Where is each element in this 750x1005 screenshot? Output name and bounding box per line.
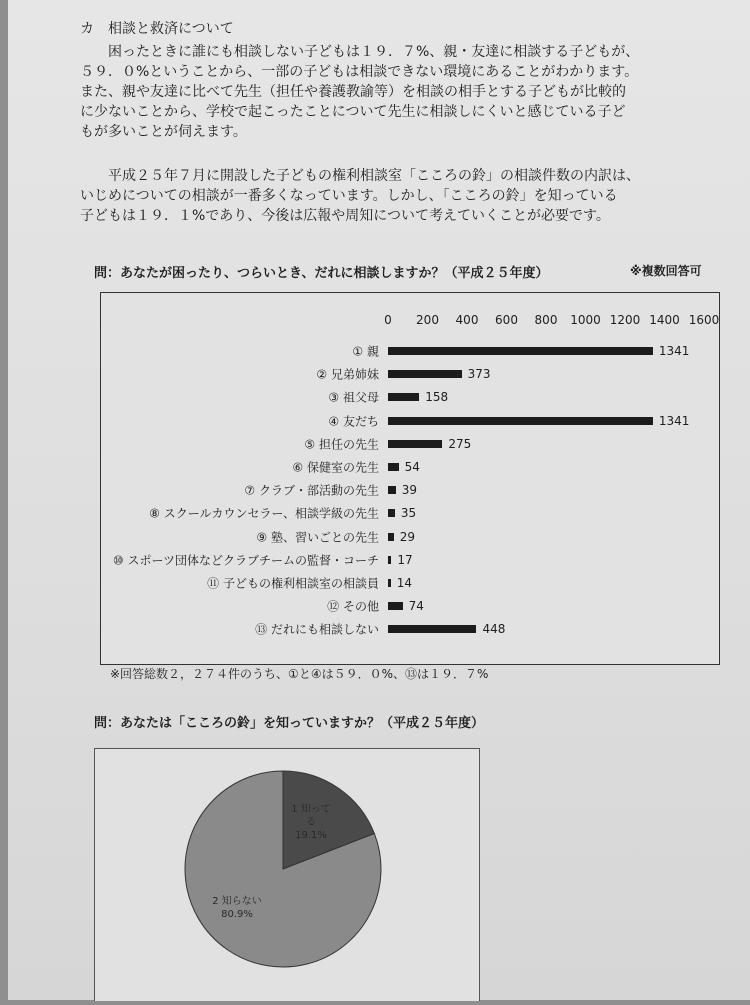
bar-category-label: ⑦ クラブ・部活動の先生 [244, 483, 379, 498]
bar-value-label: 448 [482, 622, 506, 637]
paragraph-line: に少ないことから、学校で起こったことについて先生に相談しにくいと感じている子ど [80, 104, 626, 120]
bar [388, 463, 399, 471]
bar-category-label: ⑧ スクールカウンセラー、相談学級の先生 [149, 506, 379, 521]
bar-value-label: 39 [401, 483, 417, 498]
x-tick-label: 1400 [649, 313, 680, 327]
bar [388, 533, 394, 541]
bar [388, 393, 419, 401]
pie-slice-label: 2 知らない [212, 896, 262, 907]
bar-value-label: 373 [467, 367, 491, 382]
bar [388, 556, 391, 564]
paragraph-line: また、親や友達に比べて先生（担任や養護教諭等）を相談の相手とする子どもが比較的 [80, 84, 626, 100]
bar-category-label: ② 兄弟姉妹 [316, 367, 379, 382]
paragraph-line: 平成２５年７月に開設した子どもの権利相談室「こころの鈴」の相談件数の内訳は、 [108, 168, 640, 184]
bar-category-label: ③ 祖父母 [328, 390, 379, 405]
bar-value-label: 14 [396, 576, 413, 590]
bar [388, 370, 462, 378]
bar [388, 625, 476, 633]
bar-chart-footnote: ※回答総数２，２７４件のうち、①と④は５９．０%、⑬は１９．７% [110, 667, 489, 681]
paragraph-line: もが多いことが伺えます。 [80, 124, 247, 140]
x-tick-label: 1000 [570, 313, 601, 327]
bar-value-label: 158 [425, 390, 449, 405]
bar [388, 347, 653, 355]
bar-chart-note: ※複数回答可 [630, 264, 702, 278]
bar-category-label: ⑫ その他 [327, 599, 379, 614]
bar-category-label: ⑪ 子どもの権利相談室の相談員 [207, 576, 379, 591]
pie-chart-title: 問：あなたは「こころの鈴」を知っていますか？（平成２５年度） [94, 716, 485, 731]
x-tick-label: 0 [384, 313, 392, 327]
x-tick-label: 1600 [688, 313, 720, 327]
paragraph-line: 困ったときに誰にも相談しない子どもは１９．７%、親・友達に相談する子どもが、 [108, 44, 640, 60]
x-tick-label: 400 [455, 313, 479, 327]
bar-chart-title: 問：あなたが困ったり、つらいとき、だれに相談しますか？（平成２５年度） [94, 266, 549, 281]
bar-value-label: 35 [400, 506, 417, 521]
bar [388, 440, 442, 448]
paragraph-line: 子どもは１９．１%であり、今後は広報や周知について考えていくことが必要です。 [80, 208, 610, 224]
pie-slice-percent: 80.9% [221, 909, 253, 920]
bar-chart [100, 292, 720, 665]
pie-label-unknown [207, 895, 267, 921]
section-heading: カ 相談と救済について [80, 21, 234, 37]
bar-category-label: ⑤ 担任の先生 [304, 437, 379, 452]
pie-slice-percent: 19.1% [295, 830, 327, 841]
paragraph-line: いじめについての相談が一番多くなっています。しかし、「こころの鈴」を知っている [80, 188, 618, 204]
document-page [8, 0, 750, 1000]
pie-slice-label: 1 知ってる [291, 804, 331, 828]
bar-category-label: ④ 友だち [328, 414, 379, 429]
paragraph-2 [80, 166, 734, 226]
pie-label-known [291, 803, 331, 842]
bar-category-label: ⑥ 保健室の先生 [292, 460, 379, 475]
bar-value-label: 29 [399, 529, 415, 544]
pie-chart-svg [95, 749, 479, 1001]
bar-value-label: 74 [408, 599, 424, 614]
bar-category-label: ⑬ だれにも相談しない [255, 622, 379, 637]
bar [388, 417, 653, 425]
pie-chart [94, 748, 480, 1001]
bar-value-label: 1341 [658, 413, 690, 428]
bar-value-label: 275 [448, 436, 472, 451]
paragraph-1 [80, 42, 734, 142]
x-tick-label: 1200 [609, 313, 641, 327]
bar-category-label: ⑨ 塾、習いごとの先生 [256, 530, 379, 545]
x-tick-label: 200 [416, 313, 439, 327]
paragraph-line: ５９．０%ということから、一部の子どもは相談できない環境にあることがわかります。 [80, 64, 639, 80]
x-tick-label: 600 [495, 313, 518, 327]
bar-category-label: ⑩ スポーツ団体などクラブチームの監督・コーチ [112, 553, 379, 568]
bar [388, 509, 395, 517]
bar-category-label: ① 親 [352, 344, 379, 359]
bar-value-label: 54 [404, 460, 420, 474]
bar-value-label: 17 [397, 552, 413, 567]
bar [388, 579, 391, 587]
bar-value-label: 1341 [658, 344, 690, 358]
bar [388, 602, 403, 610]
x-tick-label: 800 [534, 313, 558, 327]
bar [388, 486, 396, 494]
